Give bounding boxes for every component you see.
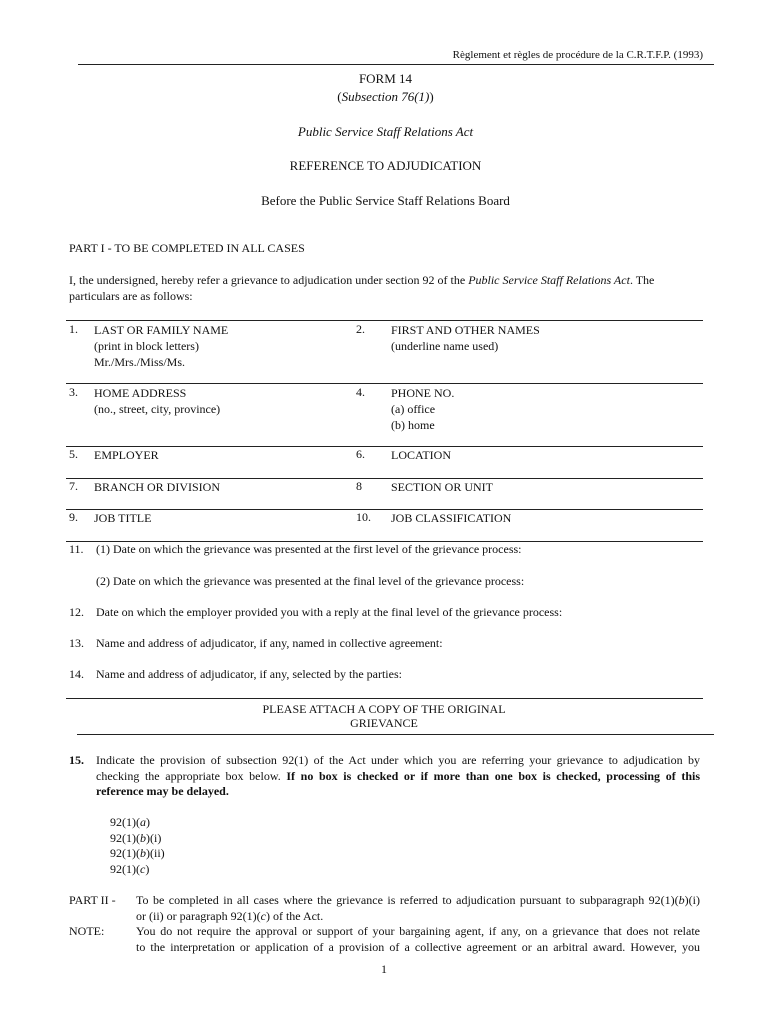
subsection-ref: (Subsection 76(1)) bbox=[337, 89, 434, 104]
question-number: 12. bbox=[69, 605, 84, 619]
field-hint: (print in block letters) bbox=[94, 339, 199, 353]
question-15-text: Indicate the provision of subsection 92(1) of the Act under which you are referring your grievance to adjudication by checking the appropriate box below. If no box is checked or if more than one box is checked, processing of this reference may be delayed. bbox=[96, 753, 700, 798]
field-number: 10. bbox=[356, 510, 371, 524]
question-number: 13. bbox=[69, 636, 84, 650]
field-hint: (a) office bbox=[391, 402, 436, 416]
grid-rule bbox=[66, 446, 703, 447]
field-branch[interactable] bbox=[94, 479, 220, 495]
attach-rule-bottom bbox=[77, 734, 714, 735]
grid-rule bbox=[66, 383, 703, 384]
field-number: 4. bbox=[356, 385, 365, 399]
field-hint: Mr./Mrs./Miss/Ms. bbox=[94, 355, 186, 369]
header-rule bbox=[78, 64, 714, 65]
field-number: 1. bbox=[69, 322, 78, 336]
option-92-1-b-i[interactable]: 92(1)(b)(i) bbox=[110, 830, 162, 845]
grid-rule bbox=[66, 509, 703, 510]
part1-intro: I, the undersigned, hereby refer a grievance to adjudication under section 92 of the Public Service Staff Relations Act. The bbox=[69, 273, 655, 287]
question-reply-date[interactable]: Date on which the employer provided you with a reply at the final level of the grievance process: bbox=[96, 605, 563, 619]
field-location[interactable] bbox=[391, 447, 451, 463]
field-hint: (underline name used) bbox=[391, 339, 499, 353]
field-label: JOB CLASSIFICATION bbox=[391, 511, 512, 525]
field-number: 7. bbox=[69, 479, 78, 493]
question-named-adjudicator[interactable]: Name and address of adjudicator, if any, named in collective agreement: bbox=[96, 636, 443, 650]
attach-rule-top bbox=[66, 698, 703, 699]
field-label: EMPLOYER bbox=[94, 448, 159, 462]
field-job-classification[interactable] bbox=[391, 510, 511, 526]
grid-rule bbox=[66, 320, 703, 321]
field-last-name[interactable] bbox=[94, 322, 228, 370]
question-first-level-date[interactable]: (1) Date on which the grievance was presented at the first level of the grievance process: bbox=[96, 542, 522, 556]
running-header: Règlement et règles de procédure de la C.R.T.F.P. (1993) bbox=[452, 49, 703, 61]
part1-intro-cont: particulars are as follows: bbox=[69, 289, 193, 303]
form-number: FORM 14 bbox=[358, 71, 413, 86]
attach-notice: PLEASE ATTACH A COPY OF THE ORIGINAL GRIEVANCE bbox=[262, 702, 506, 730]
field-section[interactable] bbox=[391, 479, 493, 495]
field-label: JOB TITLE bbox=[94, 511, 152, 525]
note-text: You do not require the approval or support of your bargaining agent, if any, on a grievance that does not relate to the interpretation or application of a provision of a collective agreement or an arbitral award. However, you bbox=[136, 924, 700, 954]
question-selected-adjudicator[interactable]: Name and address of adjudicator, if any, selected by the parties: bbox=[96, 667, 402, 681]
option-92-1-c[interactable]: 92(1)(c) bbox=[110, 861, 150, 876]
part2-label: PART II - bbox=[69, 893, 116, 907]
part2-text: To be completed in all cases where the grievance is referred to adjudication pursuant to subparagraph 92(1)(b)(i) or (ii) or paragraph 92(1)(c) of the Act. bbox=[136, 893, 700, 923]
field-number: 9. bbox=[69, 510, 78, 524]
provision-options bbox=[110, 815, 165, 877]
form-heading: REFERENCE TO ADJUDICATION bbox=[289, 158, 482, 173]
act-title: Public Service Staff Relations Act bbox=[297, 124, 474, 139]
question-number: 15. bbox=[69, 753, 84, 767]
option-92-1-a[interactable]: 92(1)(a) bbox=[110, 815, 150, 829]
field-employer[interactable] bbox=[94, 447, 159, 463]
field-hint: (no., street, city, province) bbox=[94, 402, 221, 416]
option-92-1-b-ii[interactable]: 92(1)(b)(ii) bbox=[110, 846, 165, 860]
field-number: 5. bbox=[69, 447, 78, 461]
field-job-title[interactable] bbox=[94, 510, 151, 526]
field-label: FIRST AND OTHER NAMES bbox=[391, 323, 540, 337]
field-number: 3. bbox=[69, 385, 78, 399]
question-number: 11. bbox=[69, 542, 84, 556]
question-number: 14. bbox=[69, 667, 84, 681]
field-number: 6. bbox=[356, 447, 365, 461]
question-final-level-date[interactable]: (2) Date on which the grievance was presented at the final level of the grievance process: bbox=[96, 574, 525, 588]
board-name: Before the Public Service Staff Relations Board bbox=[261, 193, 510, 208]
field-home-address[interactable] bbox=[94, 385, 220, 417]
page-number: 1 bbox=[381, 962, 387, 976]
field-phone[interactable] bbox=[391, 385, 454, 433]
field-label: BRANCH OR DIVISION bbox=[94, 480, 221, 494]
field-first-names[interactable] bbox=[391, 322, 540, 354]
part1-heading: PART I - TO BE COMPLETED IN ALL CASES bbox=[69, 241, 305, 255]
field-label: LOCATION bbox=[391, 448, 451, 462]
field-label: PHONE NO. bbox=[391, 386, 455, 400]
field-number: 2. bbox=[356, 322, 365, 336]
field-label: HOME ADDRESS bbox=[94, 386, 187, 400]
field-hint: (b) home bbox=[391, 418, 435, 432]
field-label: LAST OR FAMILY NAME bbox=[94, 323, 229, 337]
field-label: SECTION OR UNIT bbox=[391, 480, 493, 494]
field-number: 8 bbox=[356, 479, 362, 493]
note-label: NOTE: bbox=[69, 924, 105, 938]
